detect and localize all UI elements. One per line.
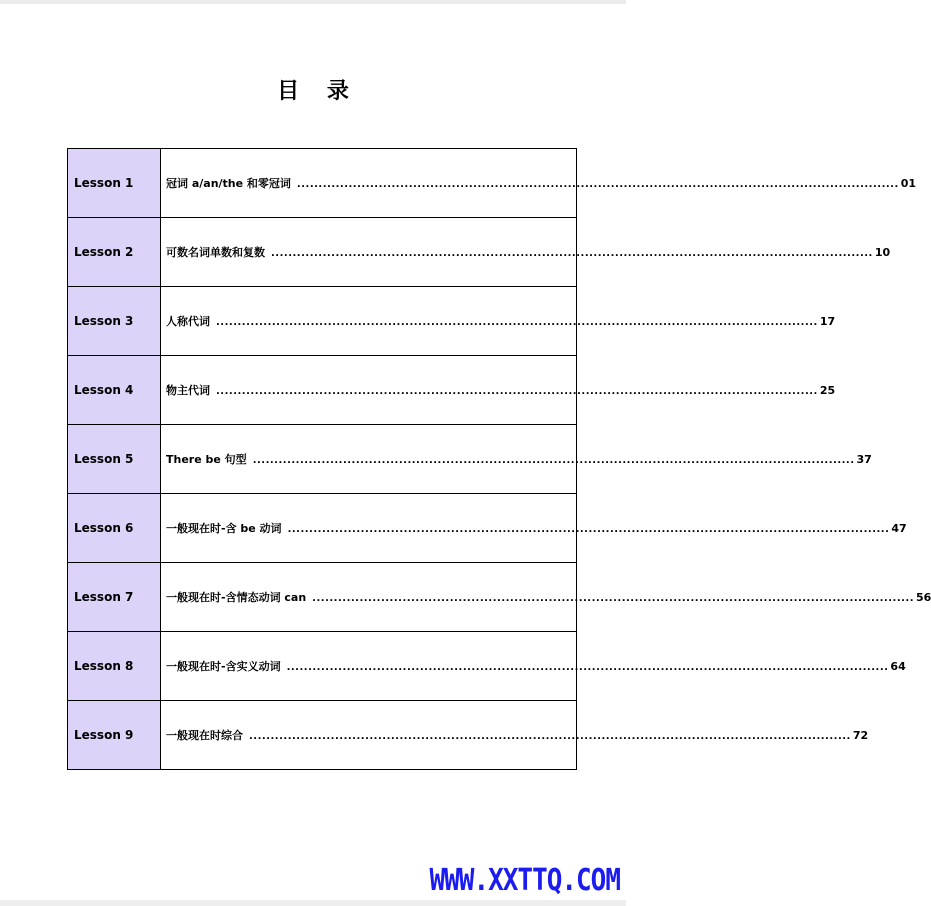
page-number: 47 bbox=[891, 522, 907, 535]
toc-row bbox=[68, 425, 577, 494]
page-number: 01 bbox=[900, 177, 917, 190]
lesson-topic: 人称代词 bbox=[166, 315, 210, 328]
lesson-topic: 一般现在时综合 bbox=[166, 729, 243, 742]
page-number: 56 bbox=[916, 591, 931, 604]
lesson-label: Lesson 5 bbox=[68, 425, 161, 494]
lesson-label: Lesson 1 bbox=[68, 149, 161, 218]
lesson-label: Lesson 3 bbox=[68, 287, 161, 356]
lesson-topic: 一般现在时-含实义动词 bbox=[166, 660, 281, 673]
dot-leader: ............................................................................................................................................ bbox=[312, 593, 915, 604]
toc-row bbox=[68, 632, 577, 701]
toc-entry bbox=[161, 563, 931, 632]
toc-entry bbox=[161, 632, 906, 701]
toc-row bbox=[68, 218, 577, 287]
site-watermark: WWW.XXTTQ.COM bbox=[429, 863, 620, 898]
toc-entry bbox=[161, 218, 891, 287]
lesson-label: Lesson 7 bbox=[68, 563, 161, 632]
lesson-label: Lesson 4 bbox=[68, 356, 161, 425]
lesson-label: Lesson 9 bbox=[68, 701, 161, 770]
toc-entry bbox=[161, 356, 836, 425]
lesson-topic: 可数名词单数和复数 bbox=[166, 246, 265, 259]
toc-entry bbox=[161, 701, 869, 770]
toc-entry bbox=[161, 287, 836, 356]
top-strip bbox=[0, 0, 626, 4]
dot-leader: ............................................................................................................................................ bbox=[271, 248, 873, 259]
lesson-topic: 一般现在时-含 be 动词 bbox=[166, 522, 282, 535]
lesson-topic: There be 句型 bbox=[166, 453, 247, 466]
lesson-label: Lesson 2 bbox=[68, 218, 161, 287]
toc-entry bbox=[161, 494, 907, 563]
dot-leader: ............................................................................................................................................ bbox=[252, 455, 855, 466]
lesson-topic: 一般现在时-含情态动词 can bbox=[166, 591, 307, 604]
dot-leader: ............................................................................................................................................ bbox=[216, 386, 818, 397]
toc-table bbox=[67, 148, 931, 770]
page-number: 10 bbox=[874, 246, 891, 259]
lesson-topic: 物主代词 bbox=[166, 384, 210, 397]
toc-entry bbox=[161, 425, 872, 494]
page-number: 72 bbox=[852, 729, 869, 742]
page-number: 25 bbox=[819, 384, 836, 397]
toc-row bbox=[68, 563, 577, 632]
toc-row bbox=[68, 356, 577, 425]
lesson-label: Lesson 6 bbox=[68, 494, 161, 563]
toc-row bbox=[68, 494, 577, 563]
toc-row bbox=[68, 701, 577, 770]
toc-row bbox=[68, 149, 577, 218]
lesson-topic: 冠词 a/an/the 和零冠词 bbox=[166, 177, 291, 190]
page-title: 目 录 bbox=[277, 79, 359, 104]
lesson-label: Lesson 8 bbox=[68, 632, 161, 701]
dot-leader: ............................................................................................................................................ bbox=[286, 662, 889, 673]
page-number: 64 bbox=[890, 660, 906, 673]
toc-entry bbox=[161, 149, 917, 218]
toc-row bbox=[68, 287, 577, 356]
page-number: 37 bbox=[856, 453, 872, 466]
dot-leader: ............................................................................................................................................ bbox=[296, 179, 899, 190]
bottom-strip bbox=[0, 900, 626, 906]
page-number: 17 bbox=[819, 315, 836, 328]
dot-leader: ............................................................................................................................................ bbox=[249, 731, 851, 742]
dot-leader: ............................................................................................................................................ bbox=[287, 524, 890, 535]
dot-leader: ............................................................................................................................................ bbox=[216, 317, 818, 328]
